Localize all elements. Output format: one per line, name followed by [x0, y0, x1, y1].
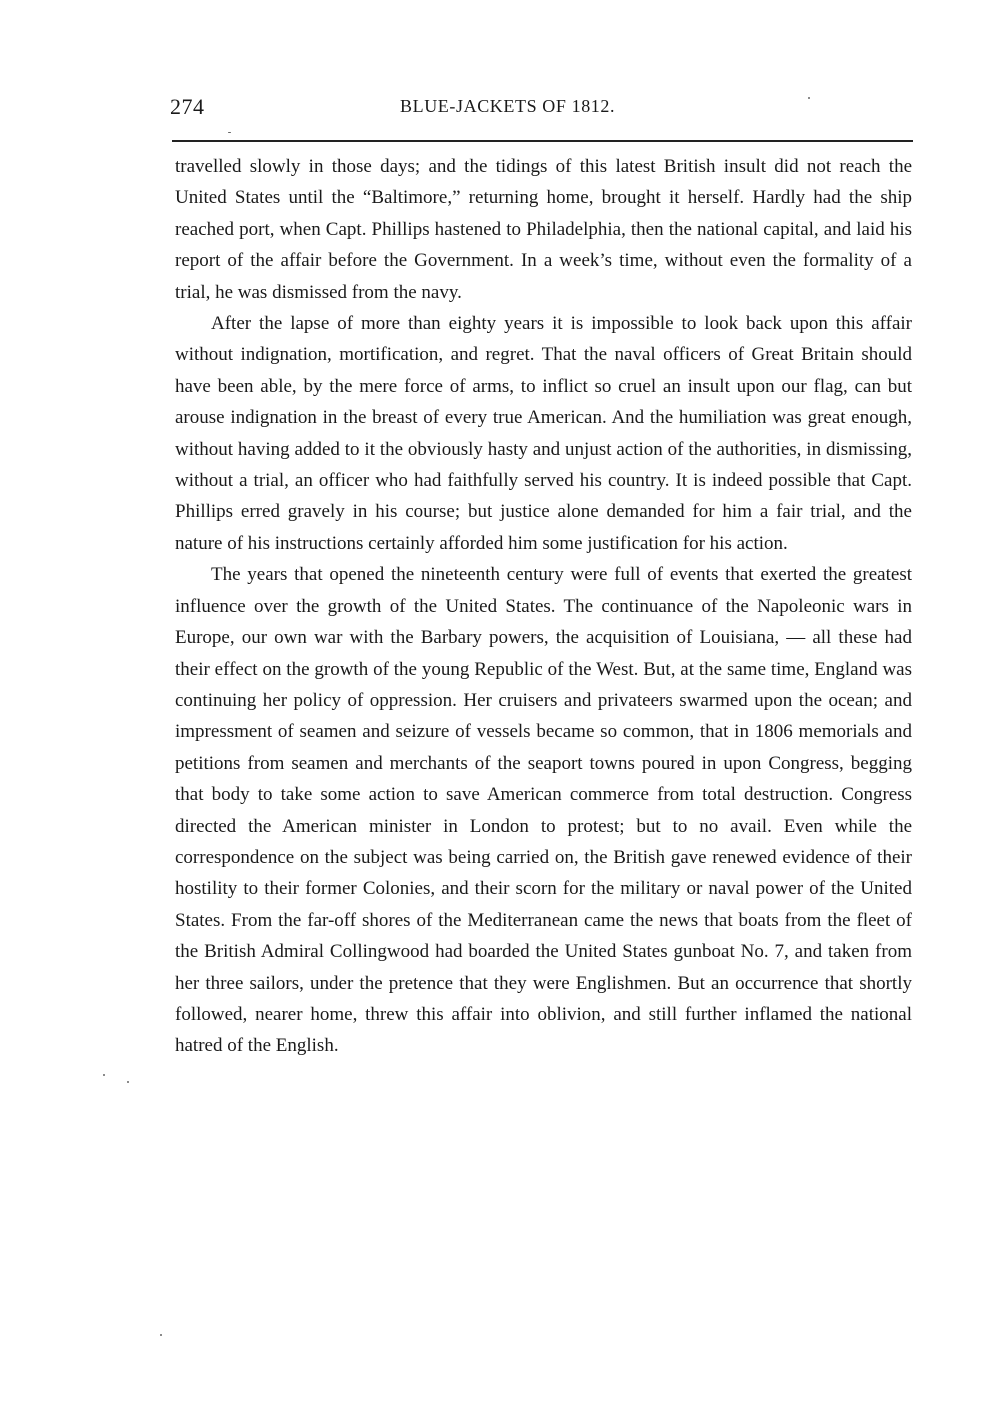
scan-speck — [160, 1334, 162, 1336]
header-rule — [172, 140, 913, 142]
scan-speck — [808, 97, 810, 99]
scan-speck — [103, 1074, 105, 1076]
paragraph-continuation: travelled slowly in those days; and the tidings of this latest British insult did not reach the United States until the “Baltimore,” returning home, brought it herself. Hardly had the ship reached port, when Capt. Phillips hastened to Philadelphia, then the national capital, and laid his report of the affair before the Government. In a week’s time, without even the formality of a trial, he was dismissed from the navy. — [175, 156, 912, 303]
paragraph: The years that opened the nineteenth century were full of events that exerted the greatest influence over the growth of the United States. The continuance of the Napoleonic wars in Europe, our own war with the Barbary powers, the acquisition of Louisiana, — all these had their effect on the growth of the young Republic of the West. But, at the same time, England was continuing her policy of oppression. Her cruisers and privateers swarmed upon the ocean; and impressment of seamen and seizure of vessels became so common, that in 1806 memorials and petitions from seamen and merchants of the seaport towns poured in upon Congress, begging that body to take some action to save American commerce from total destruction. Congress directed the American minister in London to protest; but to no avail. Even while the correspondence on the subject was being carried on, the British gave renewed evidence of their hostility to their former Colonies, and their scorn for the military or naval power of the United States. From the far-off shores of the Mediterranean came the news that boats from the fleet of the British Admiral Collingwood had boarded the United States gunboat No. 7, and taken from her three sailors, under the pretence that they were Englishmen. But an occurrence that shortly followed, nearer home, threw this affair into oblivion, and still further inflamed the national hatred of the English. — [175, 564, 912, 1057]
page-number: 274 — [170, 94, 205, 119]
running-head: BLUE-JACKETS OF 1812. — [400, 96, 616, 116]
paragraph: After the lapse of more than eighty years it is impossible to look back upon this affair without indignation, mortification, and regret. That the naval officers of Great Britain should have been able, by the mere force of arms, to inflict so cruel an insult upon our flag, can but arouse indignation in the breast of every true American. And the humiliation was great enough, without having added to it the obviously hasty and unjust action of the authorities, in dismissing, without a trial, an officer who had faithfully served his country. It is indeed possible that Capt. Phillips erred gravely in his course; but justice alone demanded for him a fair trial, and the nature of his instructions certainly afforded him some justification for his action. — [175, 313, 912, 554]
page-header — [170, 94, 915, 130]
scan-speck — [228, 132, 231, 133]
scan-speck — [127, 1081, 129, 1083]
body-text — [175, 151, 912, 1062]
